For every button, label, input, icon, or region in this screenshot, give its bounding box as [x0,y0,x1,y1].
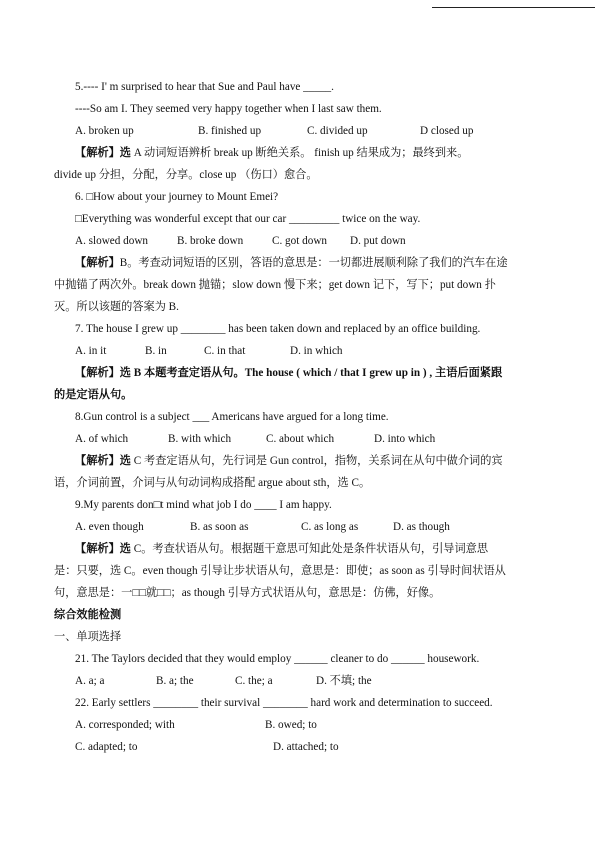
option-d: D closed up [420,125,474,137]
q22-options-row2 [0,740,595,754]
q22-stem: 22. Early settlers ________ their survival ________ hard work and determination to succeed. [75,697,493,709]
option-b: B. finished up [198,125,262,137]
option-b: B. owed; to [265,719,317,731]
q6-reply: □Everything was wonderful except that our car _________ twice on the way. [75,213,421,225]
q7-analysis [75,366,502,380]
q21-options [0,674,595,688]
option-d: D. in which [290,345,343,357]
analysis-text: A 动词短语辨析 break up 断绝关系。 finish up 结果成为；最终到来。 [130,147,469,159]
analysis-text: B 本题考查定语从句。The house ( which / that I grew up in ) , 主语后面紧跟 [130,367,503,379]
option-c: C. as long as [301,521,359,533]
option-c: C. adapted; to [75,741,138,753]
option-c: C. about which [266,433,335,445]
q9-stem: 9.My parents don□t mind what job I do ____ I am happy. [75,499,332,511]
section-title: 综合效能检测 [54,609,122,621]
q6-analysis-cont: 中抛锚了两次外。break down 抛锚；slow down 慢下来；get down 记下，写下；put down 扑 [54,279,496,291]
option-a: A. a; a [75,675,105,687]
option-c: C. divided up [307,125,368,137]
option-a: A. slowed down [75,235,149,247]
q5-analysis-cont: divide up 分担，分配，分享。close up （伤口）愈合。 [54,169,318,181]
analysis-text: C 考查定语从句，先行词是 Gun control，指物，关系词在从句中做介词的宾 [130,455,503,467]
q8-options [0,432,595,446]
analysis-tag: 【解析】选 [75,367,131,379]
q8-stem: 8.Gun control is a subject ___ Americans have argued for a long time. [75,411,389,423]
q5-options [0,124,595,138]
option-a: A. corresponded; with [75,719,175,731]
q6-stem: 6. □How about your journey to Mount Emei? [75,191,279,203]
q6-analysis [75,256,508,270]
option-d: D. attached; to [273,741,339,753]
option-b: B. a; the [156,675,194,687]
q9-analysis-cont: 是：只要，选 C。even though 引导让步状语从句，意思是：即使；as soon as 引导时间状语从 [54,565,506,577]
q5-analysis [75,146,468,160]
q5-reply: ----So am I. They seemed very happy together when I last saw them. [75,103,382,115]
analysis-text: C。考查状语从句。根据题干意思可知此处是条件状语从句，引导词意思 [130,543,489,555]
analysis-text: B。考查动词短语的区别，答语的意思是：一切都进展顺利除了我们的汽车在途 [119,257,508,269]
q7-analysis-cont: 的是定语从句。 [54,389,133,401]
option-d: D. put down [350,235,406,247]
option-b: B. with which [168,433,232,445]
option-b: B. as soon as [190,521,249,533]
q5-stem: 5.---- I' m surprised to hear that Sue and Paul have _____. [75,81,334,93]
q21-stem: 21. The Taylors decided that they would employ ______ cleaner to do ______ housework. [75,653,480,665]
section-subtitle: 一、单项选择 [54,631,122,643]
option-c: C. the; a [235,675,273,687]
q8-analysis-cont: 语，介词前置，介词与从句动词构成搭配 argue about sth，选 C。 [54,477,371,489]
option-b: B. in [145,345,167,357]
option-a: A. of which [75,433,129,445]
q9-options [0,520,595,534]
option-c: C. in that [204,345,246,357]
option-a: A. even though [75,521,144,533]
analysis-tag: 【解析】 [75,257,120,269]
analysis-tag: 【解析】选 [75,455,131,467]
q8-analysis [75,454,503,468]
option-d: D. as though [393,521,450,533]
q22-options-row1 [0,718,595,732]
q9-analysis-cont2: 句，意思是：一□□就□□；as though 引导方式状语从句，意思是：仿佛，好像。 [54,587,441,599]
header-rule [432,7,595,8]
q7-stem: 7. The house I grew up ________ has been taken down and replaced by an office building. [75,323,481,335]
option-a: A. broken up [75,125,134,137]
option-d: D. 不填; the [316,675,372,687]
option-a: A. in it [75,345,107,357]
analysis-tag: 【解析】选 [75,147,131,159]
q6-options [0,234,595,248]
option-c: C. got down [272,235,328,247]
option-b: B. broke down [177,235,244,247]
analysis-tag: 【解析】选 [75,543,131,555]
q6-analysis-cont2: 灭。所以该题的答案为 B. [54,301,179,313]
option-d: D. into which [374,433,436,445]
q9-analysis [75,542,488,556]
q7-options [0,344,595,358]
